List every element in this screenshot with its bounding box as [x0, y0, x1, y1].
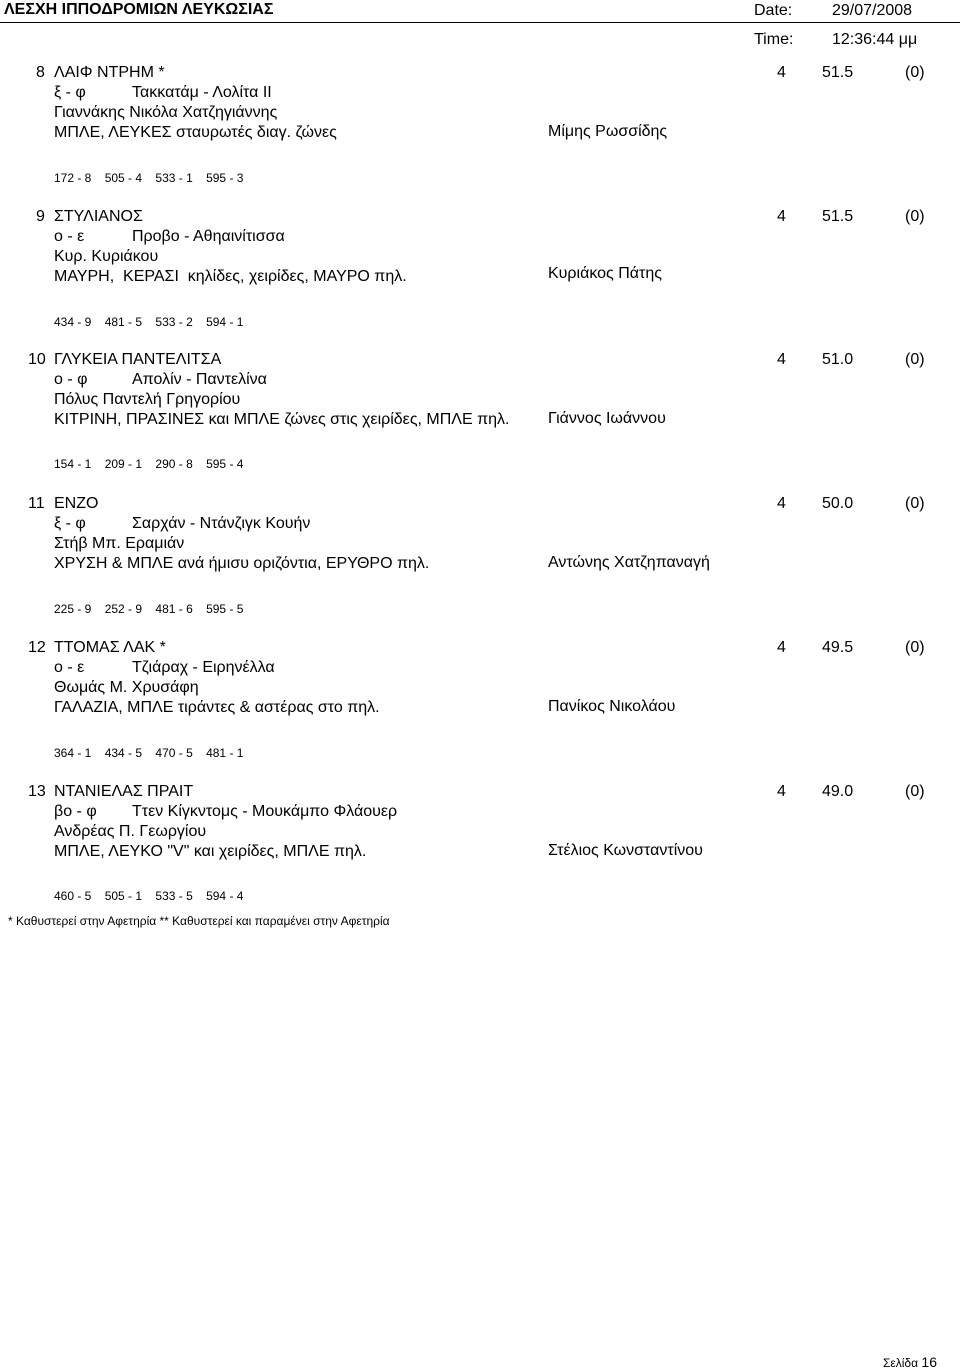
trainer-name: Στέλιος Κωνσταντίνου	[548, 842, 703, 859]
horse-rating: 49.0	[822, 783, 854, 800]
horse-draw: (0)	[905, 783, 925, 800]
recent-form: 434 - 9 481 - 5 533 - 2 594 - 1	[54, 315, 244, 329]
page-number-value: 16	[921, 1354, 937, 1370]
runner-number: 8	[36, 64, 45, 81]
horse-sex: ξ - φ	[54, 515, 86, 532]
racing-colors: ΜΠΛΕ, ΛΕΥΚΟ "V" και χειρίδες, ΜΠΛΕ πηλ.	[54, 843, 367, 860]
horse-name: ΛΑΙΦ ΝΤΡΗΜ *	[54, 64, 165, 81]
horse-rating: 51.5	[822, 208, 854, 225]
racing-colors: ΓΑΛΑΖΙΑ, ΜΠΛΕ τιράντες & αστέρας στο πηλ.	[54, 699, 380, 716]
horse-rating: 50.0	[822, 495, 854, 512]
time-label: Time:	[754, 31, 794, 48]
trainer-name: Πανίκος Νικολάου	[548, 698, 676, 715]
horse-name: ΤΤΟΜΑΣ ΛΑΚ *	[54, 639, 166, 656]
horse-pedigree: Σαρχάν - Ντάνζιγκ Κουήν	[132, 515, 311, 532]
recent-form: 364 - 1 434 - 5 470 - 5 481 - 1	[54, 746, 244, 760]
horse-name: ΕΝΖΟ	[54, 495, 99, 512]
racing-colors: ΚΙΤΡΙΝΗ, ΠΡΑΣΙΝΕΣ και ΜΠΛΕ ζώνες στις χειρίδες, ΜΠΛΕ πηλ.	[54, 411, 510, 428]
horse-rating: 51.0	[822, 351, 854, 368]
horse-pedigree: Απολίν - Παντελίνα	[132, 371, 267, 388]
recent-form: 154 - 1 209 - 1 290 - 8 595 - 4	[54, 457, 244, 471]
horse-sex: ο - ε	[54, 228, 85, 245]
horse-pedigree: Τακκατάμ - Λολίτα ΙΙ	[132, 84, 272, 101]
horse-rating: 49.5	[822, 639, 854, 656]
horse-draw: (0)	[905, 495, 925, 512]
runner-number: 9	[36, 208, 45, 225]
horse-name: ΣΤΥΛΙΑΝΟΣ	[54, 208, 143, 225]
horse-sex: ο - ε	[54, 659, 85, 676]
runner-number: 11	[28, 495, 45, 512]
trainer-name: Αντώνης Χατζηπαναγή	[548, 554, 710, 571]
horse-age: 4	[777, 64, 786, 81]
runner-number: 12	[28, 639, 46, 656]
header-divider	[0, 22, 960, 23]
recent-form: 225 - 9 252 - 9 481 - 6 595 - 5	[54, 602, 244, 616]
horse-owner: Γιαννάκης Νικόλα Χατζηγιάννης	[54, 104, 278, 121]
horse-draw: (0)	[905, 639, 925, 656]
horse-owner: Πόλυς Παντελή Γρηγορίου	[54, 391, 241, 408]
racing-colors: ΜΠΛΕ, ΛΕΥΚΕΣ σταυρωτές διαγ. ζώνες	[54, 124, 337, 141]
date-label: Date:	[754, 2, 793, 19]
horse-name: ΓΛΥΚΕΙΑ ΠΑΝΤΕΛΙΤΣΑ	[54, 351, 222, 368]
horse-age: 4	[777, 351, 786, 368]
horse-sex: ξ - φ	[54, 84, 86, 101]
horse-age: 4	[777, 639, 786, 656]
report-date	[754, 1, 912, 21]
horse-age: 4	[777, 495, 786, 512]
horse-age: 4	[777, 783, 786, 800]
horse-pedigree: Τζιάραχ - Ειρηνέλλα	[132, 659, 275, 676]
horse-draw: (0)	[905, 64, 925, 81]
horse-owner: Ανδρέας Π. Γεωργίου	[54, 823, 207, 840]
page-label: Σελίδα	[883, 1356, 919, 1370]
recent-form: 460 - 5 505 - 1 533 - 5 594 - 4	[54, 889, 244, 903]
horse-sex: βο - φ	[54, 803, 97, 820]
date-value: 29/07/2008	[832, 2, 913, 19]
report-time	[754, 30, 917, 50]
trainer-name: Κυριάκος Πάτης	[548, 265, 662, 282]
racing-colors: ΜΑΥΡΗ, ΚΕΡΑΣΙ κηλίδες, χειρίδες, ΜΑΥΡΟ πηλ.	[54, 268, 407, 285]
horse-rating: 51.5	[822, 64, 854, 81]
horse-draw: (0)	[905, 208, 925, 225]
horse-pedigree: Προβο - Αθηαινίτισσα	[132, 228, 285, 245]
time-value: 12:36:44 μμ	[832, 31, 918, 48]
trainer-name: Μίμης Ρωσσίδης	[548, 123, 668, 140]
horse-sex: ο - φ	[54, 371, 88, 388]
page-number	[883, 1354, 937, 1371]
club-title: ΛΕΣΧΗ ΙΠΠΟΔΡΟΜΙΩΝ ΛΕΥΚΩΣΙΑΣ	[4, 1, 274, 18]
trainer-name: Γιάννος Ιωάννου	[548, 410, 666, 427]
horse-draw: (0)	[905, 351, 925, 368]
racing-colors: ΧΡΥΣΗ & ΜΠΛΕ ανά ήμισυ οριζόντια, ΕΡΥΘΡΟ πηλ.	[54, 555, 430, 572]
horse-pedigree: Ττεν Κίγκντομς - Μουκάμπο Φλάουερ	[132, 803, 398, 820]
footnote-legend: * Καθυστερεί στην Αφετηρία ** Καθυστερεί και παραμένει στην Αφετηρία	[8, 914, 390, 928]
horse-name: ΝΤΑΝΙΕΛΑΣ ΠΡΑΙΤ	[54, 783, 194, 800]
recent-form: 172 - 8 505 - 4 533 - 1 595 - 3	[54, 171, 244, 185]
horse-owner: Θωμάς Μ. Χρυσάφη	[54, 679, 199, 696]
horse-age: 4	[777, 208, 786, 225]
runner-number: 10	[28, 351, 46, 368]
horse-owner: Κυρ. Κυριάκου	[54, 248, 159, 265]
runner-number: 13	[28, 783, 46, 800]
horse-owner: Στήβ Μπ. Εραμιάν	[54, 535, 185, 552]
